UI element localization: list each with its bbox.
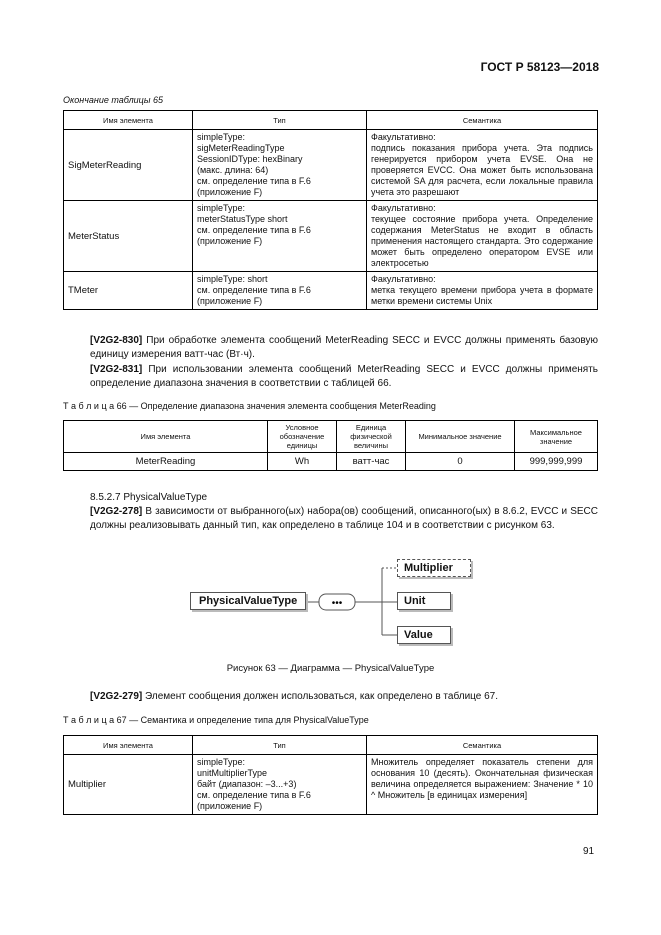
- table67-header-semantics: Семантика: [367, 736, 598, 755]
- diagram-node-value: Value: [397, 626, 451, 644]
- diagram-root-node: PhysicalValueType: [190, 592, 306, 610]
- table65: [63, 110, 598, 310]
- type-line: см. определение типа в F.6: [197, 176, 311, 186]
- type-line: SessionIDType: hexBinary: [197, 154, 303, 164]
- table66-header-min: Минимальное значение: [406, 421, 515, 453]
- table-row: [64, 201, 598, 272]
- table65-header-type: Тип: [193, 111, 367, 130]
- cell-name: TMeter: [64, 272, 193, 310]
- type-line: (приложение F): [197, 296, 263, 306]
- table-row: [64, 272, 598, 310]
- cell-unit-symbol: Wh: [268, 453, 337, 471]
- table67: [63, 735, 598, 815]
- table67-header-name: Имя элемента: [64, 736, 193, 755]
- requirement-279: [90, 690, 598, 704]
- cell-type: [193, 272, 367, 310]
- caption-label: Т а б л и ц а: [63, 715, 115, 725]
- type-line: unitMultiplierType: [197, 768, 268, 778]
- type-line: см. определение типа в F.6: [197, 285, 311, 295]
- type-line: см. определение типа в F.6: [197, 225, 311, 235]
- requirement-id: [V2G2-830]: [90, 335, 143, 346]
- caption-label: Т а б л и ц а: [63, 401, 115, 411]
- requirement-id: [V2G2-831]: [90, 364, 143, 375]
- table-row: [64, 130, 598, 201]
- cell-name: MeterReading: [64, 453, 268, 471]
- table66-caption: [63, 401, 436, 411]
- table65-header-name: Имя элемента: [64, 111, 193, 130]
- cell-name: Multiplier: [64, 755, 193, 815]
- figure-caption: Рисунок 63 — Диаграмма — PhysicalValueType: [226, 663, 435, 674]
- table65-header-semantics: Семантика: [367, 111, 598, 130]
- page-number: 91: [583, 846, 595, 857]
- table66-header-max: Максимальное значение: [515, 421, 598, 453]
- caption-text: 66 — Определение диапазона значения элемента сообщения MeterReading: [116, 401, 436, 411]
- type-line: meterStatusType short: [197, 214, 288, 224]
- type-line: см. определение типа в F.6: [197, 790, 311, 800]
- table67-header-type: Тип: [193, 736, 367, 755]
- cell-name: SigMeterReading: [64, 130, 193, 201]
- requirement-text: При обработке элемента сообщений MeterReading SECC и EVCC должны применять базовую единицу измерения ватт-час (Вт·ч).: [90, 335, 599, 360]
- cell-type: [193, 201, 367, 272]
- table66-header-unit-symbol: Условное обозначение единицы: [268, 421, 337, 453]
- type-line: simpleType: short: [197, 274, 268, 284]
- diagram-node-unit: Unit: [397, 592, 451, 610]
- diagram-node-multiplier: Multiplier: [397, 559, 471, 577]
- cell-type: [193, 755, 367, 815]
- table-row: [64, 755, 598, 815]
- requirement-831: [90, 363, 598, 391]
- table67-caption: [63, 715, 369, 725]
- cell-name: MeterStatus: [64, 201, 193, 272]
- type-line: (приложение F): [197, 236, 263, 246]
- table66-header-unit: Единица физической величины: [337, 421, 406, 453]
- type-line: (приложение F): [197, 801, 263, 811]
- cell-semantics: Факультативно: текущее состояние прибора учета. Определение содержания MeterStatus не входит в область применения настоящего стандарта. Это содержание может быть определено оператором EVSE или электросетью: [367, 201, 598, 272]
- table66: [63, 420, 598, 471]
- type-line: simpleType:: [197, 757, 246, 767]
- requirement-id: [V2G2-279]: [90, 691, 143, 702]
- type-line: (приложение F): [197, 187, 263, 197]
- table66-header-name: Имя элемента: [64, 421, 268, 453]
- table65-caption: Окончание таблицы 65: [63, 95, 163, 105]
- requirement-text: В зависимости от выбранного(ых) набора(ов) сообщений, описанного(ых) в 8.6.2, EVCC и SECC должны реализовывать данный тип, как определено в таблице 104 и в соответствии с рисунком 63.: [90, 506, 598, 531]
- requirement-278: [90, 505, 598, 533]
- cell-semantics: Множитель определяет показатель степени для основания 10 (десять). Окончательная физическая величина определяется выражением: Значение * 10 ^ Множитель [в единицах измерения]: [367, 755, 598, 815]
- table-row: [64, 453, 598, 471]
- cell-semantics: Факультативно: метка текущего времени прибора учета в формате метки времени системы Unix: [367, 272, 598, 310]
- type-line: sigMeterReadingType: [197, 143, 285, 153]
- type-line: simpleType:: [197, 203, 246, 213]
- cell-semantics: Факультативно: подпись показания прибора учета. Эта подпись генерируется прибором учета EVSE. Она не проверяется EVCC. Она может быть использована системой SA для расчета, если локальные правила учета это разрешают: [367, 130, 598, 201]
- section-title: 8.5.2.7 PhysicalValueType: [90, 492, 208, 503]
- type-line: (макс. длина: 64): [197, 165, 269, 175]
- cell-max: 999,999,999: [515, 453, 598, 471]
- requirement-text: При использовании элемента сообщений MeterReading SECC и EVCC должны применять определение диапазона значения в соответствии с таблицей 66.: [90, 364, 599, 389]
- cell-min: 0: [406, 453, 515, 471]
- cell-unit: ватт-час: [337, 453, 406, 471]
- type-line: simpleType:: [197, 132, 246, 142]
- document-id: ГОСТ Р 58123—2018: [480, 60, 599, 74]
- cell-type: [193, 130, 367, 201]
- requirement-830: [90, 334, 598, 362]
- type-line: байт (диапазон: –3...+3): [197, 779, 297, 789]
- sequence-dots: •••: [331, 598, 343, 609]
- requirement-text: Элемент сообщения должен использоваться, как определено в таблице 67.: [145, 691, 499, 702]
- requirement-id: [V2G2-278]: [90, 506, 143, 517]
- caption-text: 67 — Семантика и определение типа для PhysicalValueType: [116, 715, 369, 725]
